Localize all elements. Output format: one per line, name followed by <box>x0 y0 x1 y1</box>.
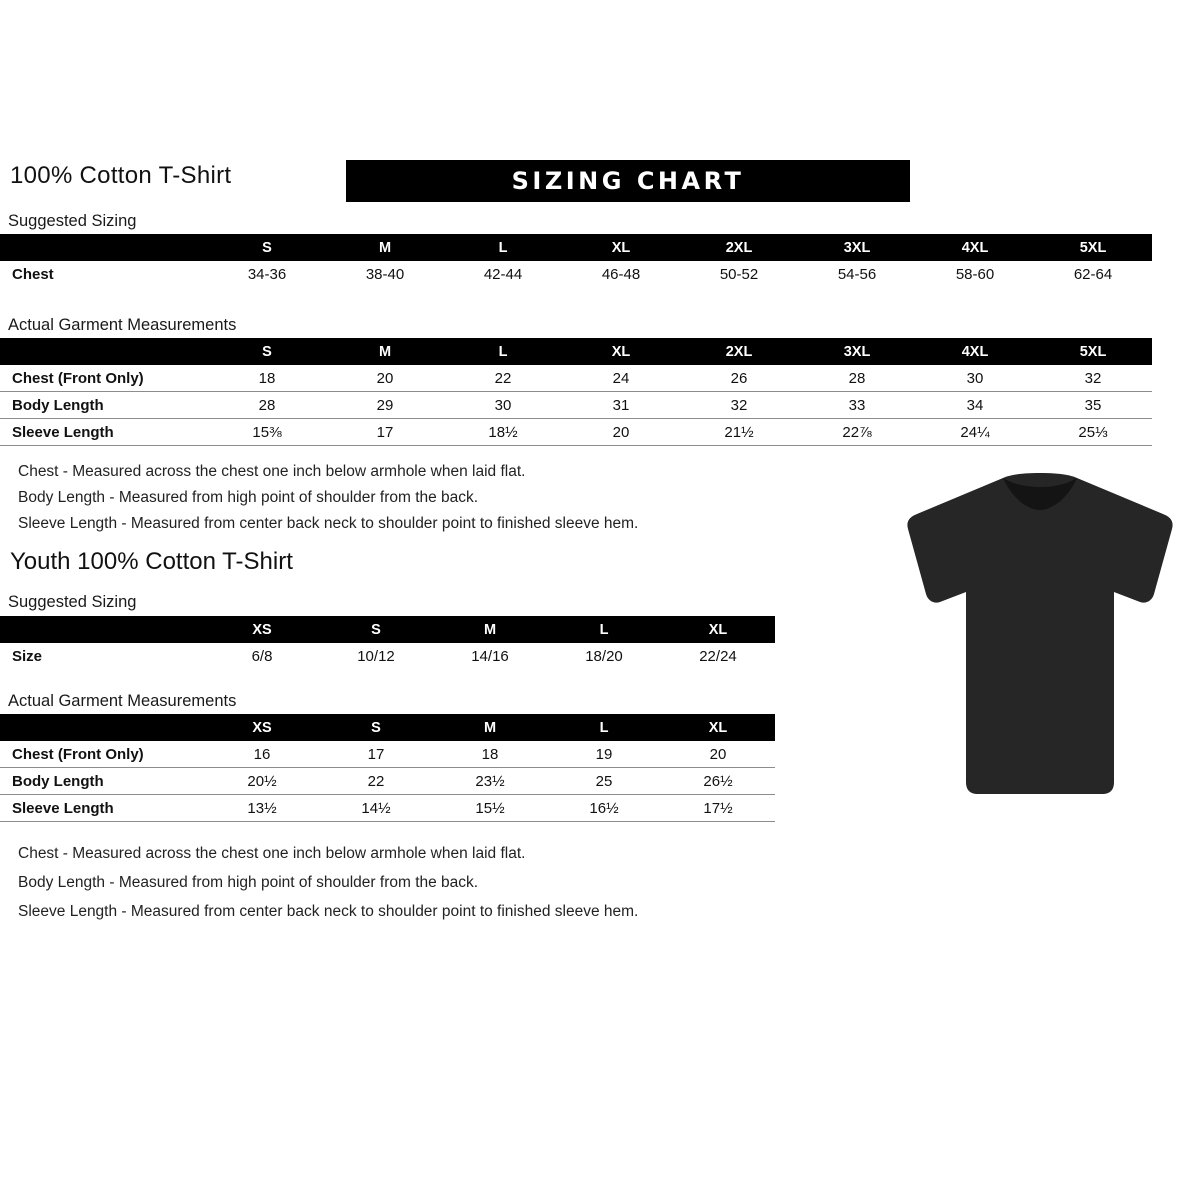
youth-note-body-length: Body Length - Measured from high point of shoulder from the back. <box>18 874 479 891</box>
col-header: M <box>326 338 444 365</box>
cell: 24¼ <box>916 419 1034 446</box>
cell: 14/16 <box>471 647 509 665</box>
col-header: L <box>547 616 661 643</box>
cell: 30 <box>444 392 562 419</box>
cell: 42-44 <box>483 265 523 283</box>
cell: 18½ <box>444 419 562 446</box>
row-header: Chest <box>12 265 54 283</box>
cell: 32 <box>680 392 798 419</box>
cell: 22/24 <box>699 647 737 665</box>
col-header: XL <box>562 234 680 261</box>
cell: 15½ <box>433 795 547 822</box>
cell: 16 <box>205 741 319 768</box>
row-header: Sleeve Length <box>0 795 205 822</box>
table-header-row <box>0 338 1152 365</box>
col-header: 4XL <box>916 234 1034 261</box>
cell: 24 <box>562 365 680 392</box>
cell: 34-36 <box>247 265 287 283</box>
cell: 58-60 <box>955 265 995 283</box>
page-title: 100% Cotton T-Shirt <box>10 162 232 189</box>
col-header: L <box>444 338 562 365</box>
row-header: Chest (Front Only) <box>0 741 205 768</box>
cell: 22 <box>444 365 562 392</box>
col-header <box>0 338 208 365</box>
col-header: XL <box>661 714 775 741</box>
col-header: 2XL <box>680 338 798 365</box>
cell: 33 <box>798 392 916 419</box>
col-header: 2XL <box>680 234 798 261</box>
adult-note-chest: Chest - Measured across the chest one inch below armhole when laid flat. <box>18 463 526 480</box>
cell: 31 <box>562 392 680 419</box>
cell: 6/8 <box>251 647 273 665</box>
table-row <box>0 392 1152 419</box>
col-header: 3XL <box>798 234 916 261</box>
youth-note-chest: Chest - Measured across the chest one inch below armhole when laid flat. <box>18 845 526 862</box>
table-row <box>0 741 775 768</box>
col-header: S <box>319 616 433 643</box>
youth-actual-measurements-table <box>0 714 775 822</box>
sizing-chart-banner <box>346 160 910 202</box>
cell: 34 <box>916 392 1034 419</box>
table-header-row <box>0 714 775 741</box>
col-header: M <box>326 234 444 261</box>
col-header: L <box>444 234 562 261</box>
col-header: M <box>433 714 547 741</box>
col-header: XS <box>205 714 319 741</box>
header-row <box>10 160 900 202</box>
row-header: Body Length <box>0 768 205 795</box>
t-shirt-icon <box>895 470 1185 820</box>
cell: 17 <box>319 741 433 768</box>
row-header: Body Length <box>0 392 208 419</box>
cell: 32 <box>1034 365 1152 392</box>
cell: 35 <box>1034 392 1152 419</box>
cell: 29 <box>326 392 444 419</box>
row-header: Chest (Front Only) <box>0 365 208 392</box>
cell: 20 <box>562 419 680 446</box>
row-header: Sleeve Length <box>0 419 208 446</box>
cell: 25⅓ <box>1034 419 1152 446</box>
youth-note-sleeve-length: Sleeve Length - Measured from center back neck to shoulder point to finished sleeve hem. <box>18 903 639 920</box>
cell: 20 <box>326 365 444 392</box>
cell: 10/12 <box>357 647 395 665</box>
col-header: XL <box>661 616 775 643</box>
cell: 20 <box>661 741 775 768</box>
cell: 28 <box>798 365 916 392</box>
cell: 14½ <box>319 795 433 822</box>
cell: 28 <box>208 392 326 419</box>
col-header <box>0 714 205 741</box>
adult-actual-measurements-table <box>0 338 1152 446</box>
adult-note-body-length: Body Length - Measured from high point of shoulder from the back. <box>18 489 479 506</box>
table-row <box>0 261 1152 287</box>
col-header: S <box>319 714 433 741</box>
cell: 18 <box>208 365 326 392</box>
youth-suggested-sizing-label: Suggested Sizing <box>8 593 137 611</box>
cell: 62-64 <box>1073 265 1113 283</box>
youth-section-title: Youth 100% Cotton T-Shirt <box>10 548 293 575</box>
cell: 22 <box>319 768 433 795</box>
cell: 16½ <box>547 795 661 822</box>
sizing-chart-banner-label: SIZING CHART <box>511 167 745 195</box>
cell: 18/20 <box>585 647 623 665</box>
cell: 18 <box>433 741 547 768</box>
cell: 26½ <box>661 768 775 795</box>
adult-suggested-sizing-table <box>0 234 1152 287</box>
col-header: M <box>433 616 547 643</box>
table-row <box>0 795 775 822</box>
col-header: 5XL <box>1034 234 1152 261</box>
table-header-row <box>0 234 1152 261</box>
table-row <box>0 643 775 669</box>
cell: 19 <box>547 741 661 768</box>
col-header: S <box>208 338 326 365</box>
cell: 17½ <box>661 795 775 822</box>
col-header: 5XL <box>1034 338 1152 365</box>
cell: 30 <box>916 365 1034 392</box>
youth-suggested-sizing-table <box>0 616 775 669</box>
col-header: 3XL <box>798 338 916 365</box>
col-header <box>0 616 205 643</box>
cell: 26 <box>680 365 798 392</box>
col-header: L <box>547 714 661 741</box>
table-row <box>0 365 1152 392</box>
cell: 46-48 <box>601 265 641 283</box>
table-row <box>0 768 775 795</box>
cell: 23½ <box>433 768 547 795</box>
cell: 17 <box>326 419 444 446</box>
adult-suggested-sizing-label: Suggested Sizing <box>8 212 137 230</box>
col-header: XS <box>205 616 319 643</box>
cell: 21½ <box>680 419 798 446</box>
cell: 13½ <box>205 795 319 822</box>
cell: 38-40 <box>365 265 405 283</box>
cell: 15⅜ <box>208 419 326 446</box>
cell: 20½ <box>205 768 319 795</box>
col-header: 4XL <box>916 338 1034 365</box>
table-header-row <box>0 616 775 643</box>
cell: 25 <box>547 768 661 795</box>
t-shirt-illustration <box>895 470 1185 820</box>
table-row <box>0 419 1152 446</box>
col-header: XL <box>562 338 680 365</box>
cell: 50-52 <box>719 265 759 283</box>
adult-note-sleeve-length: Sleeve Length - Measured from center back neck to shoulder point to finished sleeve hem. <box>18 515 639 532</box>
youth-actual-measurements-label: Actual Garment Measurements <box>8 692 237 710</box>
cell: 22⅞ <box>798 419 916 446</box>
col-header: S <box>208 234 326 261</box>
row-header: Size <box>12 647 43 665</box>
cell: 54-56 <box>837 265 877 283</box>
col-header <box>0 234 208 261</box>
adult-actual-measurements-label: Actual Garment Measurements <box>8 316 237 334</box>
